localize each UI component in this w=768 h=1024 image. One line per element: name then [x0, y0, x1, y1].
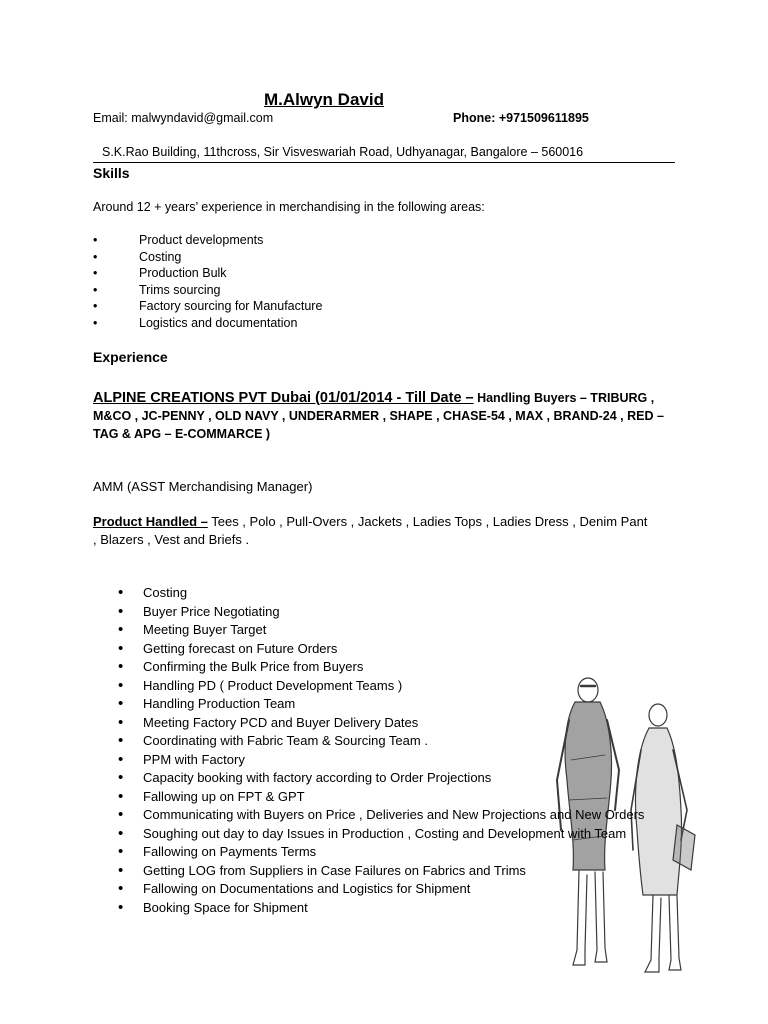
- company-block: [93, 389, 673, 443]
- skills-item: • Logistics and documentation: [93, 315, 322, 332]
- address-line: S.K.Rao Building, 11thcross, Sir Visveswariah Road, Udhyanagar, Bangalore – 560016: [102, 145, 584, 159]
- product-handled: [93, 513, 653, 549]
- skills-item: • Costing: [93, 249, 322, 266]
- email-line: Email: malwyndavid@gmail.com: [93, 111, 274, 125]
- list-item: • Meeting Buyer Target: [118, 622, 678, 639]
- list-item: • Soughing out day to day Issues in Production , Costing and Development with Team: [118, 826, 678, 843]
- product-text: Tees , Polo , Pull-Overs , Jackets , Ladies Tops , Ladies Dress , Denim Pant , Blazers , Vest and Briefs .: [93, 514, 648, 547]
- list-item: • Fallowing on Documentations and Logistics for Shipment: [118, 881, 678, 898]
- phone-line: Phone: +971509611895: [453, 111, 589, 125]
- skills-item: • Production Bulk: [93, 265, 322, 282]
- duties-list: [118, 585, 678, 918]
- list-item: • Confirming the Bulk Price from Buyers: [118, 659, 678, 676]
- list-item: • Costing: [118, 585, 678, 602]
- skills-item: • Trims sourcing: [93, 282, 322, 299]
- job-role: AMM (ASST Merchandising Manager): [93, 479, 313, 494]
- skills-intro: Around 12 + years’ experience in merchandising in the following areas:: [93, 200, 485, 214]
- list-item: • Coordinating with Fabric Team & Sourcing Team .: [118, 733, 678, 750]
- list-item: • Getting LOG from Suppliers in Case Failures on Fabrics and Trims: [118, 863, 678, 880]
- company-name: ALPINE CREATIONS PVT Dubai (01/01/2014 - Till Date –: [93, 390, 474, 406]
- skills-heading: Skills: [93, 165, 130, 181]
- list-item: • Buyer Price Negotiating: [118, 604, 678, 621]
- list-item: • Meeting Factory PCD and Buyer Delivery Dates: [118, 715, 678, 732]
- list-item: • Handling PD ( Product Development Teams ): [118, 678, 678, 695]
- list-item: • Capacity booking with factory according to Order Projections: [118, 770, 678, 787]
- product-label: Product Handled –: [93, 514, 208, 529]
- list-item: • Fallowing on Payments Terms: [118, 844, 678, 861]
- list-item: • Communicating with Buyers on Price , Deliveries and New Projections and New Orders: [118, 807, 678, 824]
- list-item: • Getting forecast on Future Orders: [118, 641, 678, 658]
- skills-list: [93, 232, 322, 331]
- list-item: • Handling Production Team: [118, 696, 678, 713]
- list-item: • Booking Space for Shipment: [118, 900, 678, 917]
- skills-item: • Product developments: [93, 232, 322, 249]
- list-item: • Fallowing up on FPT & GPT: [118, 789, 678, 806]
- header-divider: [93, 162, 675, 163]
- resume-name: M.Alwyn David: [264, 90, 384, 109]
- experience-heading: Experience: [93, 349, 168, 365]
- skills-item: • Factory sourcing for Manufacture: [93, 298, 322, 315]
- company-buyers: Handling Buyers – TRIBURG , M&CO , JC-PENNY , OLD NAVY , UNDERARMER , SHAPE , CHASE-54 , MAX , BRAND-24 , RED – TAG & APG – E-COMMARCE ): [93, 391, 664, 441]
- list-item: • PPM with Factory: [118, 752, 678, 769]
